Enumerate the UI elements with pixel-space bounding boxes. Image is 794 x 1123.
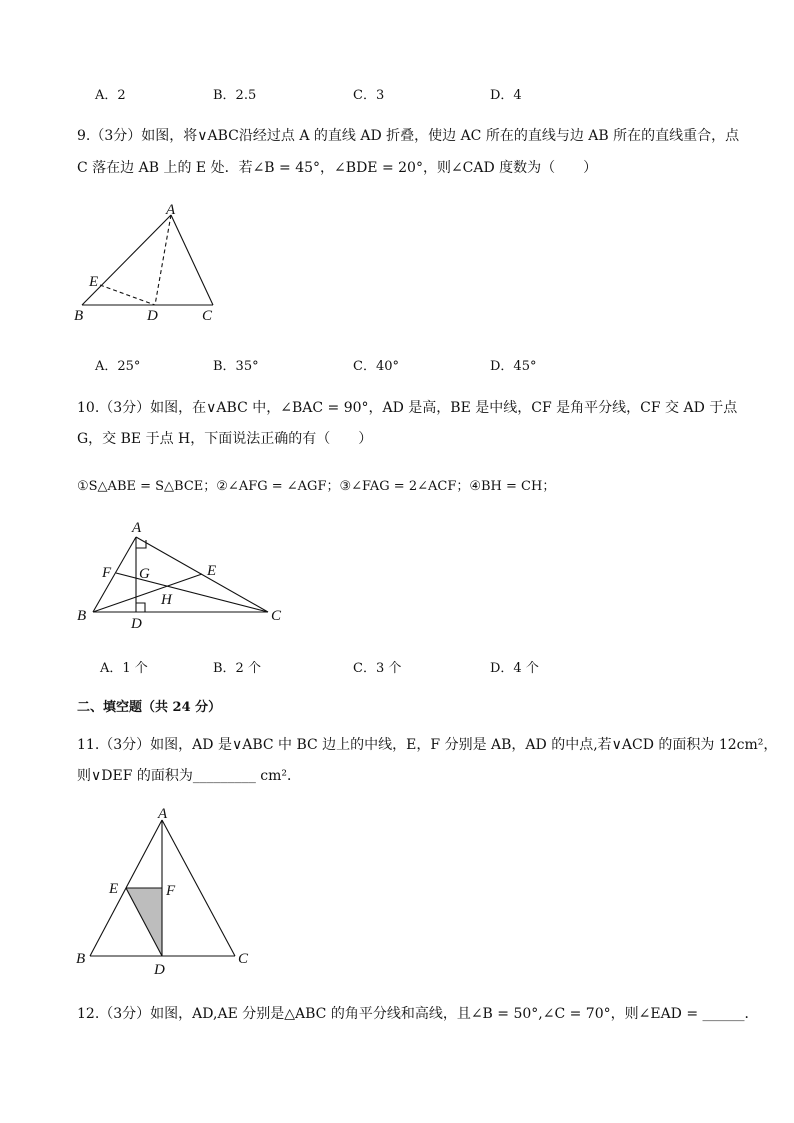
q10-label-f: F bbox=[102, 565, 112, 581]
q11-question-line1: 11.（3分）如图，AD 是∨ABC 中 BC 边上的中线，E，F 分别是 AB，AD 的中点,若∨ACD 的面积为 12cm²， bbox=[77, 737, 778, 753]
q10-question-line1: 10.（3分）如图，在∨ABC 中，∠BAC = 90°，AD 是高，BE 是中线，CF 是角平分线，CF 交 AD 于点 bbox=[77, 400, 738, 416]
q10-option-d: D．4 个 bbox=[490, 661, 539, 676]
q9-option-a: A．25° bbox=[95, 359, 141, 374]
q11-label-e: E bbox=[109, 881, 119, 897]
q9-label-a: A bbox=[166, 202, 176, 218]
q9-question-line1: 9.（3分）如图，将∨ABC沿经过点 A 的直线 AD 折叠，使边 AC 所在的直线与边 AB 所在的直线重合，点 bbox=[77, 128, 740, 144]
q10-label-e: E bbox=[207, 563, 217, 579]
q9-option-d: D．45° bbox=[490, 359, 537, 374]
q8-option-d: D．4 bbox=[490, 88, 522, 103]
q11-label-a: A bbox=[158, 806, 168, 822]
q11-label-c: C bbox=[238, 951, 249, 967]
q10-option-c: C．3 个 bbox=[353, 661, 402, 676]
q11-question-line2: 则∨DEF 的面积为_________ cm²． bbox=[77, 768, 302, 784]
q10-label-h: H bbox=[161, 592, 172, 608]
q10-label-g: G bbox=[139, 566, 150, 582]
q9-label-b: B bbox=[74, 308, 84, 324]
q11-label-f: F bbox=[166, 883, 176, 899]
q10-question-line2: G，交 BE 于点 H，下面说法正确的有（ ） bbox=[77, 431, 373, 447]
q10-label-c: C bbox=[271, 608, 282, 624]
q10-label-a: A bbox=[132, 520, 142, 536]
q10-option-a: A．1 个 bbox=[100, 661, 148, 676]
q12-question-line1: 12.（3分）如图，AD,AE 分别是△ABC 的角平分线和高线，且∠B = 50°,∠C = 70°，则∠EAD = ______． bbox=[77, 1006, 759, 1022]
q11-label-b: B bbox=[76, 951, 86, 967]
q10-label-b: B bbox=[77, 608, 87, 624]
q9-option-b: B．35° bbox=[213, 359, 259, 374]
q10-statements: ①S△ABE = S△BCE；②∠AFG = ∠AGF；③∠FAG = 2∠ACF；④BH = CH； bbox=[77, 479, 556, 494]
q9-label-c: C bbox=[202, 308, 213, 324]
q8-option-a: A．2 bbox=[95, 88, 126, 103]
section-title: 二、填空题（共 24 分） bbox=[77, 700, 222, 715]
q9-option-c: C．40° bbox=[353, 359, 399, 374]
q11-label-d: D bbox=[154, 962, 165, 978]
q10-label-d: D bbox=[131, 616, 142, 632]
q9-question-line2: C 落在边 AB 上的 E 处．若∠B = 45°，∠BDE = 20°，则∠CAD 度数为（ ） bbox=[77, 160, 598, 176]
q10-option-b: B．2 个 bbox=[213, 661, 261, 676]
q9-label-d: D bbox=[147, 308, 158, 324]
q8-option-c: C．3 bbox=[353, 88, 385, 103]
q9-label-e: E bbox=[89, 274, 99, 290]
q8-option-b: B．2.5 bbox=[213, 88, 257, 103]
